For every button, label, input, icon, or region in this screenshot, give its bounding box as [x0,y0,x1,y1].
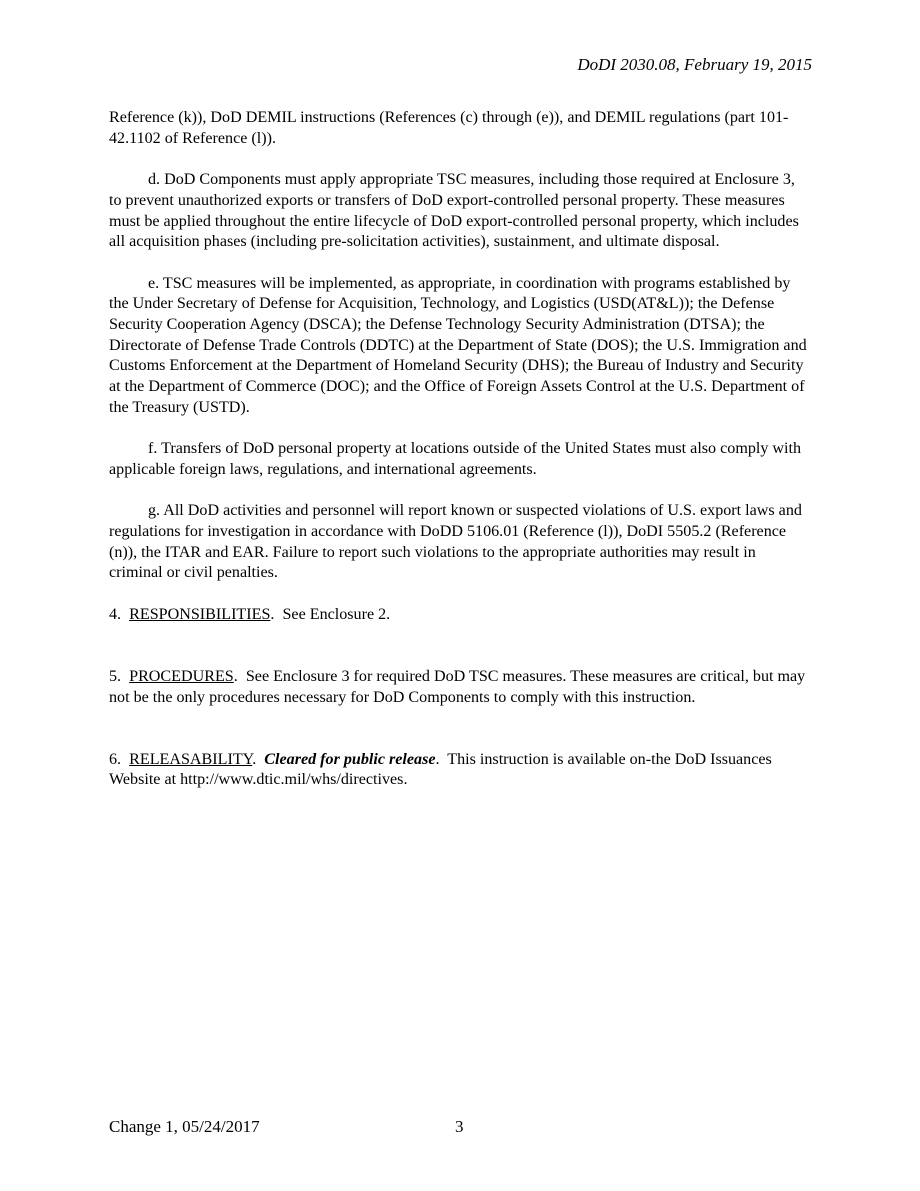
footer-change-note: Change 1, 05/24/2017 [109,1117,260,1136]
release-emphasis: Cleared for public release [264,750,436,768]
section-title: PROCEDURES [129,667,234,685]
section-number: 6. [109,750,122,768]
paragraph-e: e. TSC measures will be implemented, as appropriate, in coordination with programs established by the Under Secretary of Defense for Acquisition, Technology, and Logistics (USD(AT&L)); the Defense Security Cooperation Agency (DSCA); the Defense Technology Security Administration (DTSA); the Directorate of Defense Trade Controls (DDTC) at the Department of State (DOS); the U.S. Immigration and Customs Enforcement at the Department of Homeland Security (DHS); the Bureau of Industry and Security at the Department of Commerce (DOC); and the Office of Foreign Assets Control at the U.S. Department of the Treasury (USTD). [109,274,807,416]
paragraph-continuation: Reference (k)), DoD DEMIL instructions (References (c) through (e)), and DEMIL regulations (part 101-42.1102 of Reference (l)). [109,109,789,147]
section-text: See Enclosure 2. [282,605,391,623]
section-title: RESPONSIBILITIES [129,605,271,623]
section-procedures: 5. PROCEDURES. See Enclosure 3 for required DoD TSC measures. These measures are critical, but may not be the only procedures necessary for DoD Components to comply with this instruction. [109,667,806,706]
section-number: 5. [109,667,122,685]
section-text: See Enclosure 3 for required DoD TSC measures. These measures are critical, but may not be the only procedures necessary for DoD Components to comply with this instruction. [109,667,806,706]
paragraph-g: g. All DoD activities and personnel will report known or suspected violations of U.S. export laws and regulations for investigation in accordance with DoDD 5106.01 (Reference (l)), DoDI 5505.2 (Reference (n)), the ITAR and EAR. Failure to report such violations to the appropriate authorities may result in criminal or civil penalties. [109,502,802,582]
section-responsibilities: 4. RESPONSIBILITIES. See Enclosure 2. [109,605,391,623]
paragraph-f: f. Transfers of DoD personal property at locations outside of the United States must also comply with applicable foreign laws, regulations, and international agreements. [109,440,802,478]
section-releasability: 6. RELEASABILITY. Cleared for public release. This instruction is available on-the DoD Issuances Website at http://www.dtic.mil/whs/directives. [109,750,772,789]
running-header: DoDI 2030.08, February 19, 2015 [577,55,812,74]
section-text: This instruction is available on-the DoD Issuances Website at http://www.dtic.mil/whs/directives. [109,750,772,789]
paragraph-d: d. DoD Components must apply appropriate TSC measures, including those required at Enclosure 3, to prevent unauthorized exports or transfers of DoD export-controlled personal property. These measures must be applied throughout the entire lifecycle of DoD export-controlled personal property, which includes all acquisition phases (including pre-solicitation activities), sustainment, and ultimate disposal. [109,171,799,251]
section-title: RELEASABILITY [129,750,253,768]
page-number: 3 [455,1117,464,1136]
section-number: 4. [109,605,122,623]
document-body [109,108,811,832]
